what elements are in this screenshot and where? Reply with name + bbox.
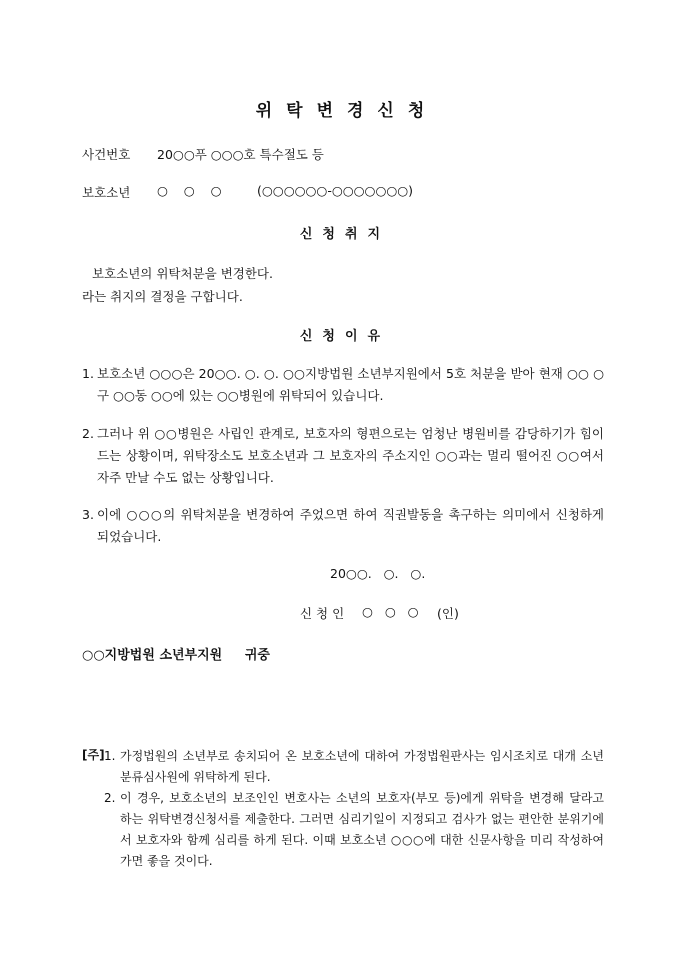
note-tag: [주] bbox=[82, 748, 105, 762]
reason-item bbox=[82, 423, 604, 489]
filing-date: 20○○. ○. ○. bbox=[330, 566, 426, 581]
note-text: 가정법원의 소년부로 송치되어 온 보호소년에 대하여 가정법원판사는 임시조치로 대개 소년분류심사원에 위탁하게 된다. bbox=[120, 749, 604, 784]
reason-number: 1. bbox=[82, 366, 94, 381]
case-number-label: 사건번호 bbox=[82, 147, 131, 162]
document-title: 위탁변경신청 bbox=[255, 101, 439, 121]
reason-text: 보호소년 ○○○은 20○○. ○. ○. ○○지방법원 소년부지원에서 5호 처분을 받아 현재 ○○ ○구 ○○동 ○○에 있는 ○○병원에 위탁되어 있습니다. bbox=[97, 366, 604, 403]
juvenile-label: 보호소년 bbox=[82, 185, 131, 200]
reason-text: 그러나 위 ○○병원은 사립인 관계로, 보호자의 형편으로는 엄청난 병원비를 감당하기가 힘이 드는 상황이며, 위탁장소도 보호소년과 그 보호자의 주소지인 ○○과는 멀리 떨어진 ○○여서 자주 만날 수도 없는 상황입니다. bbox=[97, 426, 604, 485]
applicant-label: 신 청 인 bbox=[300, 606, 345, 621]
court-addressee: ○○지방법원 소년부지원 귀중 bbox=[82, 648, 270, 663]
juvenile-id: (○○○○○○-○○○○○○○) bbox=[257, 183, 414, 198]
note-text: 이 경우, 보호소년의 보조인인 변호사는 소년의 보호자(부모 등)에게 위탁을 변경해 달라고 하는 위탁변경신청서를 제출한다. 그러면 심리기일이 지정되고 검사가 없는 편안한 분위기에서 보호자와 함께 심리를 하게 된다. 이때 보호소년 ○○○에 대한 신문사항을 미리 작성하여 가면 좋을 것이다. bbox=[120, 791, 604, 868]
reason-item bbox=[82, 363, 604, 407]
case-number-value: 20○○푸 ○○○호 특수절도 등 bbox=[157, 147, 324, 162]
reason-item bbox=[82, 504, 604, 548]
purpose-heading: 신청취지 bbox=[299, 227, 391, 242]
juvenile-name: ○ ○ ○ bbox=[157, 183, 222, 198]
reason-number: 3. bbox=[82, 507, 94, 522]
note-item bbox=[104, 788, 604, 872]
reason-text: 이에 ○○○의 위탁처분을 변경하여 주었으면 하여 직권발동을 촉구하는 의미에서 신청하게 되었습니다. bbox=[97, 507, 604, 544]
purpose-line-1: 보호소년의 위탁처분을 변경한다. bbox=[92, 266, 273, 281]
applicant-name: ○ ○ ○ bbox=[362, 604, 419, 619]
note-item bbox=[104, 746, 604, 788]
purpose-line-2: 라는 취지의 결정을 구합니다. bbox=[82, 289, 243, 304]
note-number: 1. bbox=[104, 749, 116, 763]
reason-number: 2. bbox=[82, 426, 94, 441]
note-number: 2. bbox=[104, 791, 116, 805]
applicant-seal: (인) bbox=[437, 606, 459, 621]
reasons-heading: 신청이유 bbox=[299, 329, 391, 344]
